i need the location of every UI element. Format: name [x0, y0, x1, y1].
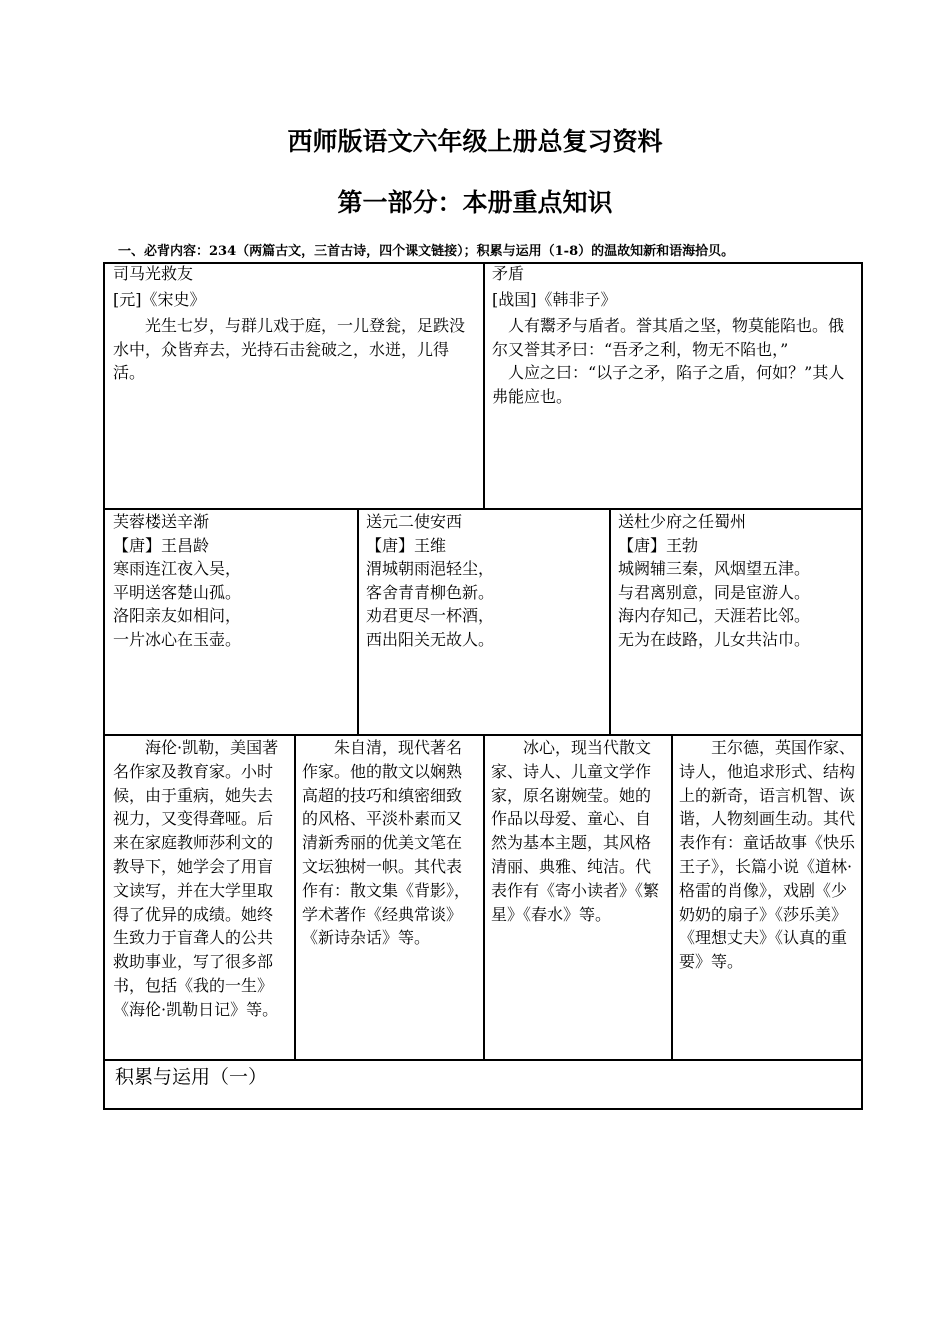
- poem-line: 西出阳关无故人。: [366, 629, 495, 649]
- poem-line: 平明送客楚山孤。: [113, 582, 242, 602]
- poem-line: 客舍青青柳色新。: [366, 582, 495, 602]
- section-heading: 积累与运用（一）: [115, 1066, 268, 1088]
- link-text: 海伦·凯勒，美国著名作家及教育家。小时候，由于重病，她失去视力，又变得聋哑。后来在家庭教师莎利文的教导下，她学会了用盲文读写，并在大学里取得了优异的成绩。她终生致力于盲聋人的公共救助事业，写了很多部书，包括《我的一生》《海伦·凯勒日记》等。: [113, 738, 279, 1019]
- poem-3: [612, 510, 861, 734]
- poem-1: [107, 510, 357, 734]
- poem-line: 渭城朝雨浥轻尘，: [366, 559, 495, 578]
- poem-author: 【唐】王昌龄: [113, 535, 210, 555]
- page-subtitle: 第一部分：本册重点知识: [337, 188, 613, 217]
- classic-source: [元]《宋史》: [113, 289, 206, 309]
- classic-source: [战国]《韩非子》: [492, 289, 617, 309]
- poem-line: 与君离别意，同是宦游人。: [618, 582, 811, 602]
- poem-line: 劝君更尽一杯酒，: [366, 606, 495, 625]
- poem-title: 芙蓉楼送辛渐: [113, 512, 210, 531]
- intro-text: 一、必背内容：234（两篇古文，三首古诗，四个课文链接）；积累与运用（1-8）的温故知新和语海拾贝。: [118, 244, 735, 259]
- poem-line: 寒雨连江夜入吴，: [113, 559, 242, 578]
- link-text: 朱自清，现代著名作家。他的散文以娴熟高超的技巧和缜密细致的风格、平淡朴素而又清新秀丽的优美文笔在文坛独树一帜。其代表作有：散文集《背影》，学术著作《经典常谈》《新诗杂话》等。: [302, 738, 471, 948]
- classic-text: 光生七岁，与群儿戏于庭，一儿登瓮，足跌没水中，众皆弃去，光持石击瓮破之，水迸，儿得活。: [113, 316, 466, 382]
- poem-author: 【唐】王维: [366, 535, 447, 555]
- classic-text: 人有鬻矛与盾者。誉其盾之坚，物莫能陷也。俄尔又誉其矛曰：“吾矛之利，物无不陷也，”: [492, 316, 845, 359]
- link-zhu-ziqing: [296, 736, 483, 1059]
- poem-line: 城阙辅三秦，风烟望五津。: [618, 559, 811, 578]
- poem-title: 送杜少府之任蜀州: [618, 512, 747, 531]
- link-text: 冰心，现当代散文家、诗人、儿童文学作家，原名谢婉莹。她的作品以母爱、童心、自然为基本主题，其风格清丽、典雅、纯洁。代表作有《寄小读者》《繁星》《春水》等。: [491, 738, 660, 924]
- poem-title: 送元二使安西: [366, 512, 463, 531]
- classic-title: 矛盾: [492, 264, 525, 283]
- classic-text: 人应之曰：“以子之矛，陷子之盾，何如？”其人弗能应也。: [492, 363, 845, 406]
- link-helen-keller: [107, 736, 294, 1059]
- poem-2: [360, 510, 609, 734]
- poem-author: 【唐】王勃: [618, 535, 699, 555]
- poem-line: 无为在歧路，儿女共沾巾。: [618, 629, 811, 649]
- link-bing-xin: [485, 736, 671, 1059]
- poem-line: 海内存知己，天涯若比邻。: [618, 606, 811, 625]
- classic-sima-guang: [107, 262, 483, 508]
- classic-mao-dun: [486, 262, 861, 508]
- page-title: 西师版语文六年级上册总复习资料: [287, 127, 663, 156]
- link-text: 王尔德，英国作家、诗人，他追求形式、结构上的新奇，语言机智、诙谐，人物刻画生动。其代表作有：童话故事《快乐王子》，长篇小说《道林·格雷的肖像》，戏剧《少奶奶的扇子》《莎乐美》《理想丈夫》《认真的重要》等。: [679, 738, 856, 972]
- knowledge-table: [103, 262, 863, 1110]
- link-wilde: [673, 736, 861, 1059]
- poem-line: 洛阳亲友如相问，: [113, 606, 242, 625]
- classic-title: 司马光救友: [113, 264, 194, 283]
- poem-line: 一片冰心在玉壶。: [113, 629, 242, 649]
